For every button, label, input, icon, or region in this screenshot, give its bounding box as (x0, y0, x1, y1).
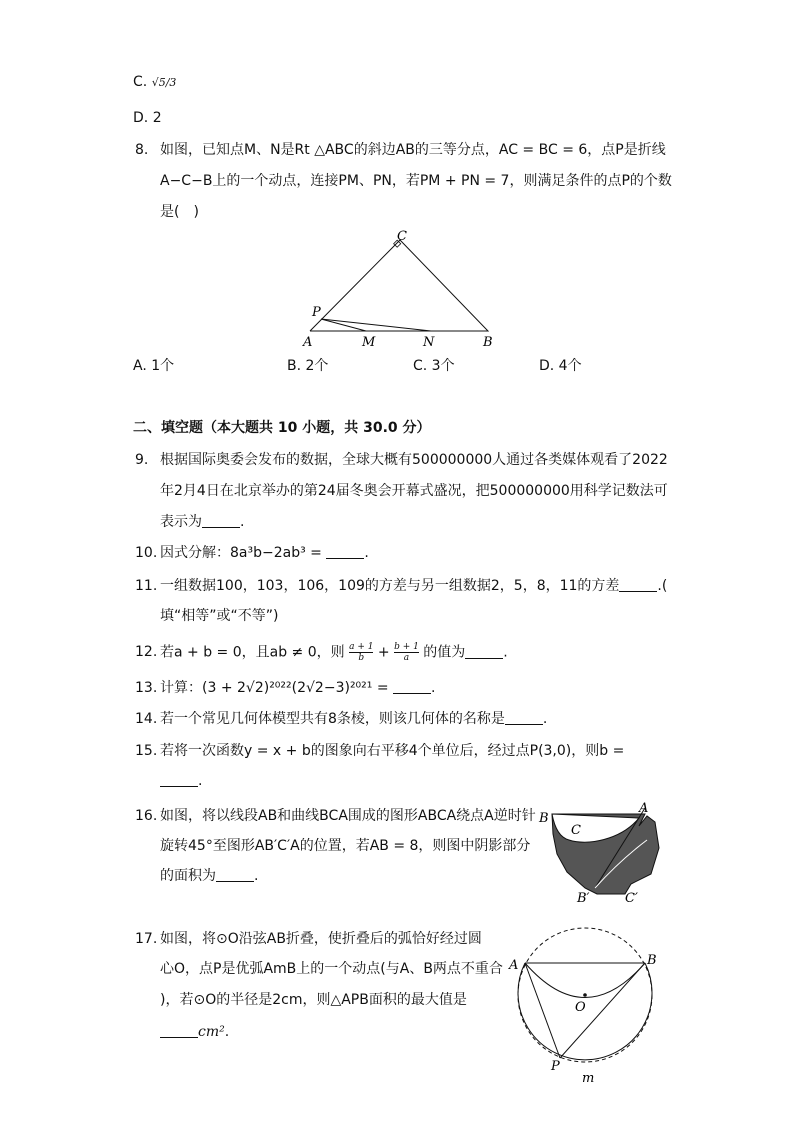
q9-answer-blank[interactable] (202, 513, 240, 528)
q8-label-a: A (303, 335, 313, 350)
q15-line2: . (160, 771, 202, 791)
q17-label-o: O (575, 1000, 586, 1015)
q15-line1: 若将一次函数y = x + b的图象向右平移4个单位后，经过点P(3,0)，则b = (160, 743, 625, 759)
q9-line3-text: 表示为 (160, 514, 202, 530)
q8-label-c: C (397, 229, 407, 244)
q16-answer-blank[interactable] (216, 867, 254, 882)
option-c-label: C. (133, 74, 148, 90)
q8-label-p: P (312, 305, 321, 320)
q11-answer-blank[interactable] (619, 577, 657, 592)
q14-number: 14. (135, 711, 158, 727)
q8-triangle-figure (300, 228, 500, 350)
q9-line2: 年2月4日在北京举办的第24届冬奥会开幕式盛况，把500000000用科学记数法可 (160, 483, 668, 499)
q17-circle-figure (505, 922, 665, 1086)
option-c (133, 72, 176, 93)
q10-answer-blank[interactable] (326, 544, 364, 559)
q8-line2: A−C−B上的一个动点，连接PM、PN，若PM + PN = 7，则满足条件的点P的个数 (160, 173, 672, 189)
section-title: 二、填空题（本大题共 10 小题，共 30.0 分） (133, 420, 431, 436)
q17-answer-blank[interactable] (160, 1023, 198, 1038)
q9-line1: 根据国际奥委会发布的数据，全球大概有500000000人通过各类媒体观看了2022 (160, 452, 668, 468)
q16-label-c-prime: C′ (625, 891, 638, 906)
q17-line1: 如图，将⊙O沿弦AB折叠，使折叠后的弧恰好经过圆 (160, 931, 482, 947)
q11-number: 11. (135, 578, 158, 594)
q13-number: 13. (135, 680, 158, 696)
q11-line1: 一组数据100，103，106，109的方差与另一组数据2，5，8，11的方差 .( (160, 578, 668, 594)
q17-line4: cm². (160, 1022, 229, 1042)
option-c-value: √5/3 (151, 76, 177, 89)
q16-line3: 的面积为 . (160, 868, 259, 884)
q10-number: 10. (135, 545, 158, 561)
q17-label-b: B (647, 953, 657, 968)
q14-text: 若一个常见几何体模型共有8条棱，则该几何体的名称是 (160, 711, 505, 727)
q12-line: 若a + b = 0，且ab ≠ 0，则 $\frac{a + 1}{b}$ + $\frac{b + 1}{a}$ 的值为 . (160, 642, 508, 663)
q8-line3: 是( ) (160, 204, 199, 220)
q8-number: 8. (135, 142, 149, 158)
q16-line1: 如图，将以线段AB和曲线BCA围成的图形ABCA绕点A逆时针 (160, 808, 536, 824)
q13-line: 计算：(3 + 2√2)²⁰²²(2√2−3)²⁰²¹ = . (160, 680, 436, 696)
q16-label-b-prime: B′ (577, 891, 590, 906)
q14-answer-blank[interactable] (505, 710, 543, 725)
q9-number: 9. (135, 452, 149, 468)
q17-label-m: m (582, 1071, 595, 1086)
q8-label-m: M (362, 335, 376, 350)
q11-line1-text: 一组数据100，103，106，109的方差与另一组数据2，5，8，11的方差 (160, 578, 620, 594)
q8-line1: 如图，已知点M、N是Rt △ABC的斜边AB的三等分点，AC = BC = 6，点P是折线 (160, 142, 666, 158)
option-d-value: 2 (152, 110, 162, 126)
q13-text: 计算：(3 + 2√2)²⁰²²(2√2−3)²⁰²¹ = (160, 680, 389, 696)
q17-label-p: P (551, 1059, 560, 1074)
q8-option-b: B. 2个 (287, 358, 329, 374)
q12-number: 12. (135, 644, 158, 660)
q16-number: 16. (135, 808, 158, 824)
option-d (133, 108, 162, 128)
q17-line2: 心O，点P是优弧AmB上的一个动点(与A、B两点不重合 (160, 961, 503, 977)
q15-number: 15. (135, 743, 158, 759)
q10-line: 因式分解：8a³b−2ab³ = . (160, 545, 369, 561)
q17-label-a: A (509, 958, 519, 973)
q16-rotation-figure (535, 796, 670, 908)
q8-label-b: B (483, 335, 493, 350)
q8-label-n: N (423, 335, 435, 350)
q12-fraction-1: $\frac{a + 1}{b}$ (349, 642, 374, 663)
q12-fraction-2: $\frac{b + 1}{a}$ (394, 642, 419, 663)
q8-option-d: D. 4个 (539, 358, 582, 374)
q15-answer-blank[interactable] (160, 772, 198, 787)
q14-line: 若一个常见几何体模型共有8条棱，则该几何体的名称是 . (160, 711, 548, 727)
q12-suffix: 的值为 (423, 644, 466, 661)
q12-answer-blank[interactable] (465, 644, 503, 659)
q16-label-b: B (539, 811, 549, 826)
q9-line3: 表示为 . (160, 514, 245, 530)
option-d-label: D. (133, 110, 149, 126)
q17-line3: )，若⊙O的半径是2cm，则△APB面积的最大值是 (160, 992, 467, 1008)
q8-option-a: A. 1个 (133, 358, 175, 374)
q13-answer-blank[interactable] (393, 679, 431, 694)
q11-line2: 填“相等”或“不等”) (160, 608, 279, 624)
q17-number: 17. (135, 931, 158, 947)
q16-label-c: C (571, 823, 581, 838)
q16-label-a: A (639, 801, 649, 816)
q16-line2: 旋转45°至图形AB′C′A的位置，若AB = 8，则图中阴影部分 (160, 838, 531, 854)
q16-line3-text: 的面积为 (160, 868, 216, 884)
q8-option-c: C. 3个 (413, 358, 455, 374)
q10-text: 因式分解：8a³b−2ab³ = (160, 545, 322, 561)
q12-prefix: 若a + b = 0，且ab ≠ 0，则 (160, 644, 345, 661)
